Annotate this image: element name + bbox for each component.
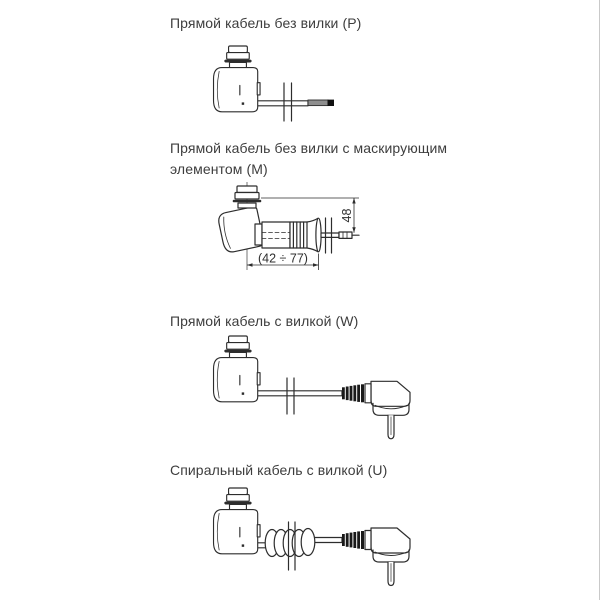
dimension-length-label: (42 ÷ 77) — [258, 251, 308, 266]
section-title-u: Спиральный кабель с вилкой (U) — [170, 462, 388, 478]
thermostat-head — [214, 488, 261, 554]
section-title-m-line2: элементом (M) — [170, 161, 268, 177]
diagram-p-svg — [200, 42, 372, 134]
diagram-spiral-cable-u — [200, 482, 435, 594]
diagram-u-svg — [200, 482, 435, 594]
bare-wire-end — [308, 100, 334, 106]
spiral-coil — [265, 529, 315, 557]
section-title-m-line1: Прямой кабель без вилки с маскирующим — [170, 140, 448, 156]
power-plug — [342, 381, 410, 439]
thermostat-head — [214, 46, 261, 112]
diagram-w-svg — [200, 332, 435, 444]
section-title-p: Прямой кабель без вилки (P) — [170, 15, 362, 31]
cable-straight — [257, 391, 342, 396]
diagram-cable-with-plug-w — [200, 332, 435, 444]
cable-straight — [321, 233, 339, 237]
thermostat-head — [214, 336, 261, 402]
diagram-straight-cable-p — [200, 42, 372, 134]
section-title-w: Прямой кабель с вилкой (W) — [170, 313, 359, 329]
diagram-masking-element-m — [205, 178, 390, 278]
section-title-m — [170, 138, 447, 180]
power-plug — [342, 528, 410, 586]
dimension-length — [247, 252, 319, 271]
masking-element — [255, 218, 321, 252]
dimension-height-label: 48 — [340, 208, 354, 223]
cable-straight — [257, 101, 308, 106]
bare-wire-end — [339, 232, 359, 238]
diagram-m-svg — [205, 178, 390, 278]
